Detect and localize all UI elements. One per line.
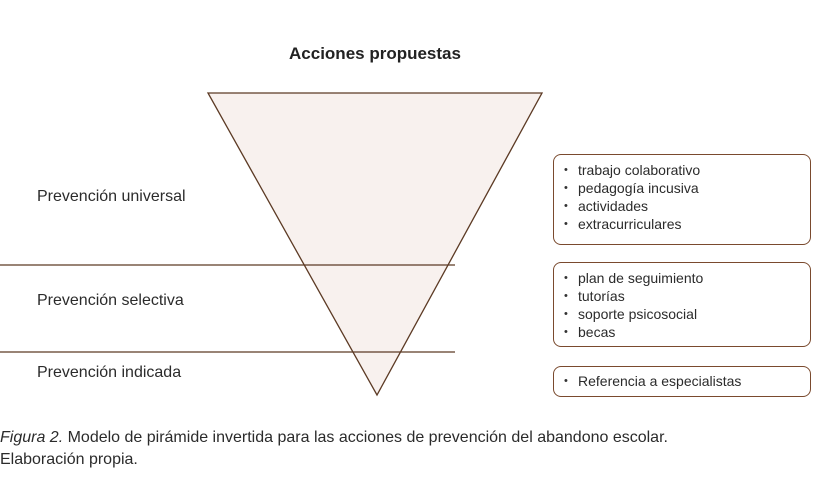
inverted-pyramid <box>208 93 542 395</box>
action-item: • trabajo colaborativo <box>564 161 802 179</box>
diagram-title: Acciones propuestas <box>289 44 461 63</box>
caption-text: Modelo de pirámide invertida para las acciones de prevención del abandono escolar. <box>63 429 668 446</box>
action-item: • Referencia a especialistas <box>564 372 802 390</box>
actions-box-selectiva <box>553 262 811 347</box>
level-label-universal: Prevención universal <box>37 188 186 205</box>
figure-label: Figura 2. <box>0 429 64 446</box>
actions-box-indicada <box>553 366 811 397</box>
action-item: • pedagogía incusiva <box>564 179 802 197</box>
action-item: • actividades <box>564 197 802 215</box>
action-item: • soporte psicosocial <box>564 305 802 323</box>
action-item: • extracurriculares <box>564 215 802 233</box>
action-item: • becas <box>564 323 802 341</box>
caption-source: Elaboración propia. <box>0 451 138 468</box>
action-item: • plan de seguimiento <box>564 269 802 287</box>
figure-caption <box>0 427 814 471</box>
level-label-indicada: Prevención indicada <box>37 364 182 381</box>
actions-box-universal <box>553 154 811 245</box>
action-item: • tutorías <box>564 287 802 305</box>
level-label-selectiva: Prevención selectiva <box>37 292 184 309</box>
